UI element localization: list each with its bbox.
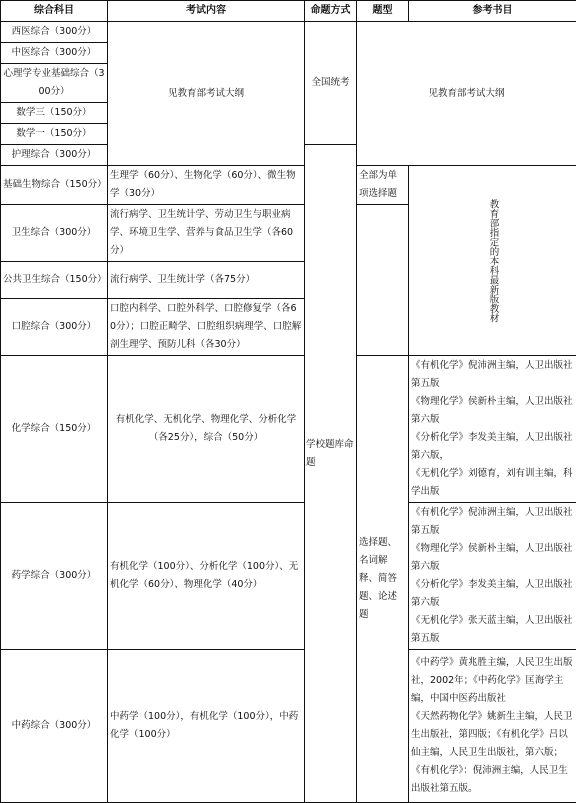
subject-cell: 中药综合（300分） [1,650,108,803]
header-content: 考试内容 [108,1,305,22]
qtype-cell: 全部为单项选择题 [357,166,409,205]
subject-cell: 西医综合（300分） [1,22,108,43]
book-entry: 《天然药物化学》姚新生主编，人民卫生出版社，第四版；《有机化学》吕以仙主编，人民卫生出版社，第六版； [411,708,574,762]
header-books: 参考书目 [409,1,576,22]
book-entry: 《有机化学》倪沛洲主编，人卫出版社第五版 [411,357,574,393]
qtype-cell: 选择题、名词解释、简答题、论述题 [357,356,409,803]
book-entry: 《无机化学》张天蓝主编，人卫出版社第五版 [411,612,574,648]
method-cell: 全国统考 [305,22,357,145]
books-cell [409,356,576,503]
books-cell: 见教育部考试大纲 [357,22,576,166]
header-subject: 综合科目 [1,1,108,22]
book-entry: 《有机化学》倪沛洲主编，人卫出版社第五版 [411,504,574,540]
subject-cell: 中医综合（300分） [1,43,108,64]
book-entry: 《物理化学》侯新朴主编，人卫出版社第六版 [411,540,574,576]
header-qtype: 题型 [357,1,409,22]
books-vertical-text: 教育部指定的本科最新版教材 [487,199,499,323]
book-entry: 《有机化学》：倪沛洲主编，人民卫生出版社第五版。 [411,762,574,798]
content-cell: 有机化学、无机化学、物理化学、分析化学（各25分），综合（50分） [108,356,305,503]
qtype-cell-empty [357,205,409,356]
content-cell: 中药学（100分），有机化学（100分），中药化学（100分） [108,650,305,803]
content-cell: 流行病学、卫生统计学（各75分） [108,262,305,299]
table-row [1,166,576,205]
subject-cell: 数学三（150分） [1,103,108,124]
header-row [1,1,576,22]
book-entry: 《分析化学》李发美主编，人卫出版社第六版 [411,576,574,612]
subject-cell: 药学综合（300分） [1,503,108,650]
header-method: 命题方式 [305,1,357,22]
content-cell: 生理学（60分）、生物化学（60分）、微生物学（30分） [108,166,305,205]
table-row [1,503,576,650]
content-cell: 有机化学（100分）、分析化学（100分）、无机化学（60分）、物理化学（40分） [108,503,305,650]
subject-cell: 心理学专业基础综合（300分） [1,64,108,103]
method-cell-school: 学校题库命题 [306,436,354,472]
subject-cell: 数学一（150分） [1,124,108,145]
subject-cell: 公共卫生综合（150分） [1,262,108,299]
subject-cell: 卫生综合（300分） [1,205,108,262]
method-cell-empty [305,145,357,803]
books-cell [409,166,576,356]
book-entry: 《分析化学》李发美主编，人卫出版社第六版， [411,429,574,465]
book-entry: 《无机化学》刘德育，刘有训主编，科学出版 [411,465,574,501]
table-row [1,650,576,803]
table-row [1,22,576,43]
subject-cell: 护理综合（300分） [1,145,108,166]
subject-cell: 基础生物综合（150分） [1,166,108,205]
books-cell [409,503,576,650]
subject-cell: 口腔综合（300分） [1,299,108,356]
content-cell: 流行病学、卫生统计学、劳动卫生与职业病学、环境卫生学、营养与食品卫生学（各60分） [108,205,305,262]
book-entry: 《物理化学》侯新朴主编，人卫出版社第六版 [411,393,574,429]
content-cell: 口腔内科学、口腔外科学、口腔修复学（各60分）；口腔正畸学、口腔组织病理学、口腔解剖生理学、预防儿科（各30分） [108,299,305,356]
content-cell: 见教育部考试大纲 [108,22,305,166]
subject-cell: 化学综合（150分） [1,356,108,503]
table-row [1,356,576,503]
books-cell [409,650,576,803]
book-entry: 《中药学》黄兆胜主编，人民卫生出版社，2002年；《中药化学》匡海学主编，中国中医药出版社 [411,654,574,708]
